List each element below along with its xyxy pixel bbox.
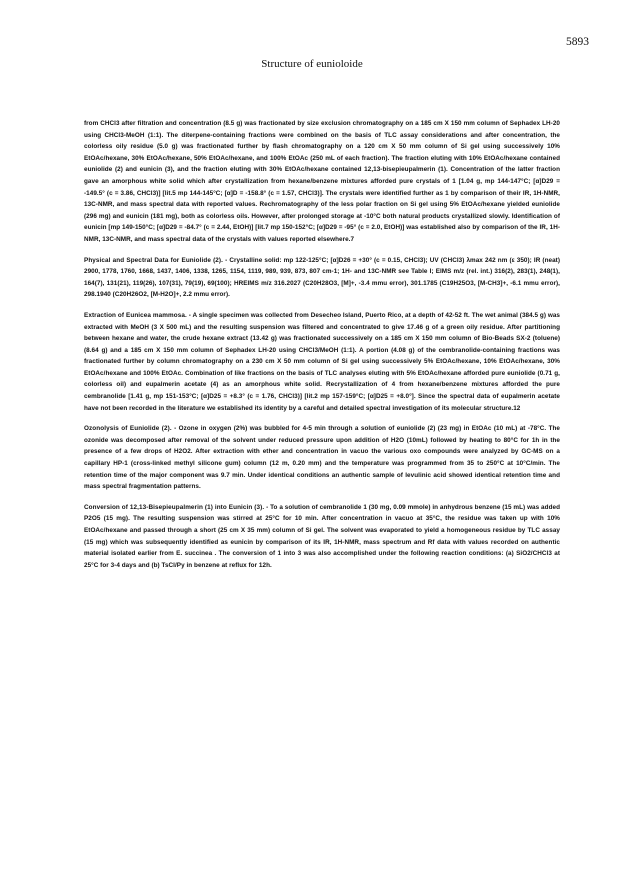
page-number: 5893: [566, 36, 589, 48]
paragraph-ozonolysis: [84, 423, 560, 493]
section-heading: Extraction of Eunicea mammosa.: [84, 311, 187, 319]
paragraph-extraction: [84, 310, 560, 414]
section-heading: Conversion of 12,13-Bisepieupalmerin (1) into Eunicin (3).: [84, 503, 265, 511]
section-heading: Ozonolysis of Euniolide (2).: [84, 425, 172, 433]
paragraph-text: from CHCl3 after filtration and concentration (8.5 g) was fractionated by size exclusion chromatography on a 185 cm X 150 mm column of Sephadex LH-20 using CHCl3-MeOH (1:1). The diterpene-containing fractions were combined on the basis of TLC assay considerations and after concentration, the colorless oily residue (5.0 g) was fractionated further by flash chromatography on a 120 cm X 50 mm column of Si gel using successively 10% EtOAc/hexane, 30% EtOAc/hexane, 50% EtOAc/hexane, and 100% EtOAc (250 mL of each fraction). The fraction eluting with 10% EtOAc/hexane contained euniolide (2) and eunicin (3), and the fraction eluting with 30% EtOAc/hexane contained 12,13-bisepieupalmerin (1). Concentration of the latter fraction gave an amorphous white solid which after crystallization from hexane/benzene mixtures afforded pure crystals of 1 [1.04 g, mp 144-147°C; [α]D29 = -149.5° (c = 3.86, CHCl3)] [lit.5 mp 144-145°C; [α]D = -158.8° (c = 1.57, CHCl3)]. The crystals were identified further as 1 by comparison of their IR, 1H-NMR, 13C-NMR, and mass spectral data with reported values. Rechromatography of the less polar fraction on Si gel using 5% EtOAc/hexane yielded euniolide (296 mg) and eunicin (181 mg), both as colorless oils. However, after prolonged storage at -10°C both natural products crystallized slowly. Identification of eunicin [mp 149-150°C; [α]D29 = -84.7° (c = 2.44, EtOH)] [lit.7 mp 150-152°C; [α]D29 = -95° (c = 2.0, EtOH)] was established also by comparison of the IR, 1H-NMR, 13C-NMR, and mass spectral data of the crystals with values reported elsewhere.7: [84, 120, 560, 243]
paragraph-text: - Ozone in oxygen (2%) was bubbled for 4-5 min through a solution of euniolide (2) (23 mg) in EtOAc (10 mL) at -78°C. The ozonide was decomposed after removal of the solvent under reduced pressure upon addition of H2O (10mL) followed by heating to 80°C for 1h in the presence of a few drops of H2O2. After extraction with ether and concentration in vacuo the various oxo compounds were analyzed by GC-MS on a capillary HP-1 (cross-linked methyl silicone gum) column (12 m, 0.20 mm) and the temperature was programmed from 35 to 250°C at 10°C/min. The retention time of the major component was 9.7 min. Under identical conditions an authentic sample of levulinic acid showed identical retention time and mass spectral fragmentation patterns.: [84, 425, 561, 491]
section-heading: Physical and Spectral Data for Euniolide (2).: [84, 256, 223, 264]
running-title: Structure of eunioloide: [261, 58, 363, 70]
paragraph-text: - To a solution of cembranolide 1 (30 mg, 0.09 mmole) in anhydrous benzene (15 mL) was added P2O5 (15 mg). The resulting suspension was stirred at 25°C for 10 min. After concentration in vacuo at 35°C, the residue was taken up with 10% EtOAc/hexane and passed through a short (25 cm X 35 mm) column of Si gel. The solvent was evaporated to yield a homogeneous residue by TLC assay (15 mg) which was subsequently identified as eunicin by comparison of its IR, 1H-NMR, mass spectrum and Rf data with values recorded on authentic material isolated earlier from E. succinea . The conversion of 1 into 3 was also accomplished under the following reaction conditions: (a) SiO2/CHCl3 at 25°C for 3-4 days and (b) TsCl/Py in benzene at reflux for 12h.: [84, 503, 560, 569]
paragraph-text: - Crystalline solid: mp 122-125°C; [α]D26 = +30° (c = 0.15, CHCl3); UV (CHCl3) λmax 242 nm (ε 350); IR (neat) 2900, 1778, 1760, 1668, 1437, 1406, 1338, 1265, 1154, 1119, 989, 939, 873, 807 cm-1; 1H- and 13C-NMR see Table I; EIMS m/z (rel. int.) 316(2), 283(1), 248(1), 164(7), 131(21), 119(26), 107(31), 79(19), 69(100); HREIMS m/z 316.2027 (C20H28O3, [M]+, -3.4 mmu error), 301.1785 (C19H25O3, [M-CH3]+, -6.1 mmu error), 298.1940 (C20H26O2, [M-H2O]+, 2.2 mmu error).: [84, 256, 560, 299]
paragraph-isolation: [84, 118, 560, 246]
paragraph-text: - A single specimen was collected from Desecheo Island, Puerto Rico, at a depth of 42-52 ft. The wet animal (384.5 g) was extracted with MeOH (3 X 500 mL) and the resulting suspension was filtered and concentrated to give 17.46 g of a green oily residue. After partitioning between hexane and water, the crude hexane extract (13.42 g) was fractionated successively on a 185 cm X 150 mm column of Bio-Beads SX-2 (toluene) (8.64 g) and a 185 cm X 150 mm column of Sephadex LH-20 using CHCl3/MeOH (1:1). A portion (4.08 g) of the cembranolide-containing fractions was fractionated further by column chromatography on a 230 cm X 50 mm column of Si gel using successively 5% EtOAc/hexane, 10% EtOAc/hexane, 30% EtOAc/hexane and 100% EtOAc. Combination of like fractions on the basis of TLC analyses eluting with 5% EtOAc/hexane afforded pure euniolide (0.71 g, colorless oil) and eupalmerin acetate (4) as an amorphous white solid. Recrystallization of 4 from hexane/benzene mixtures afforded the pure cembranolide [1.41 g, mp 151-153°C; [α]D25 = +8.3° (c = 1.76, CHCl3)] [lit.2 mp 157-159°C; [α]D25 = +8.0°]. Since the spectral data of eupalmerin acetate have not been recorded in the literature we established its identity by a careful and detailed spectral investigation of its molecular structure.12: [84, 311, 561, 412]
paragraph-conversion: [84, 502, 560, 572]
body-text: [84, 118, 560, 580]
paragraph-spectral-data: [84, 255, 560, 301]
